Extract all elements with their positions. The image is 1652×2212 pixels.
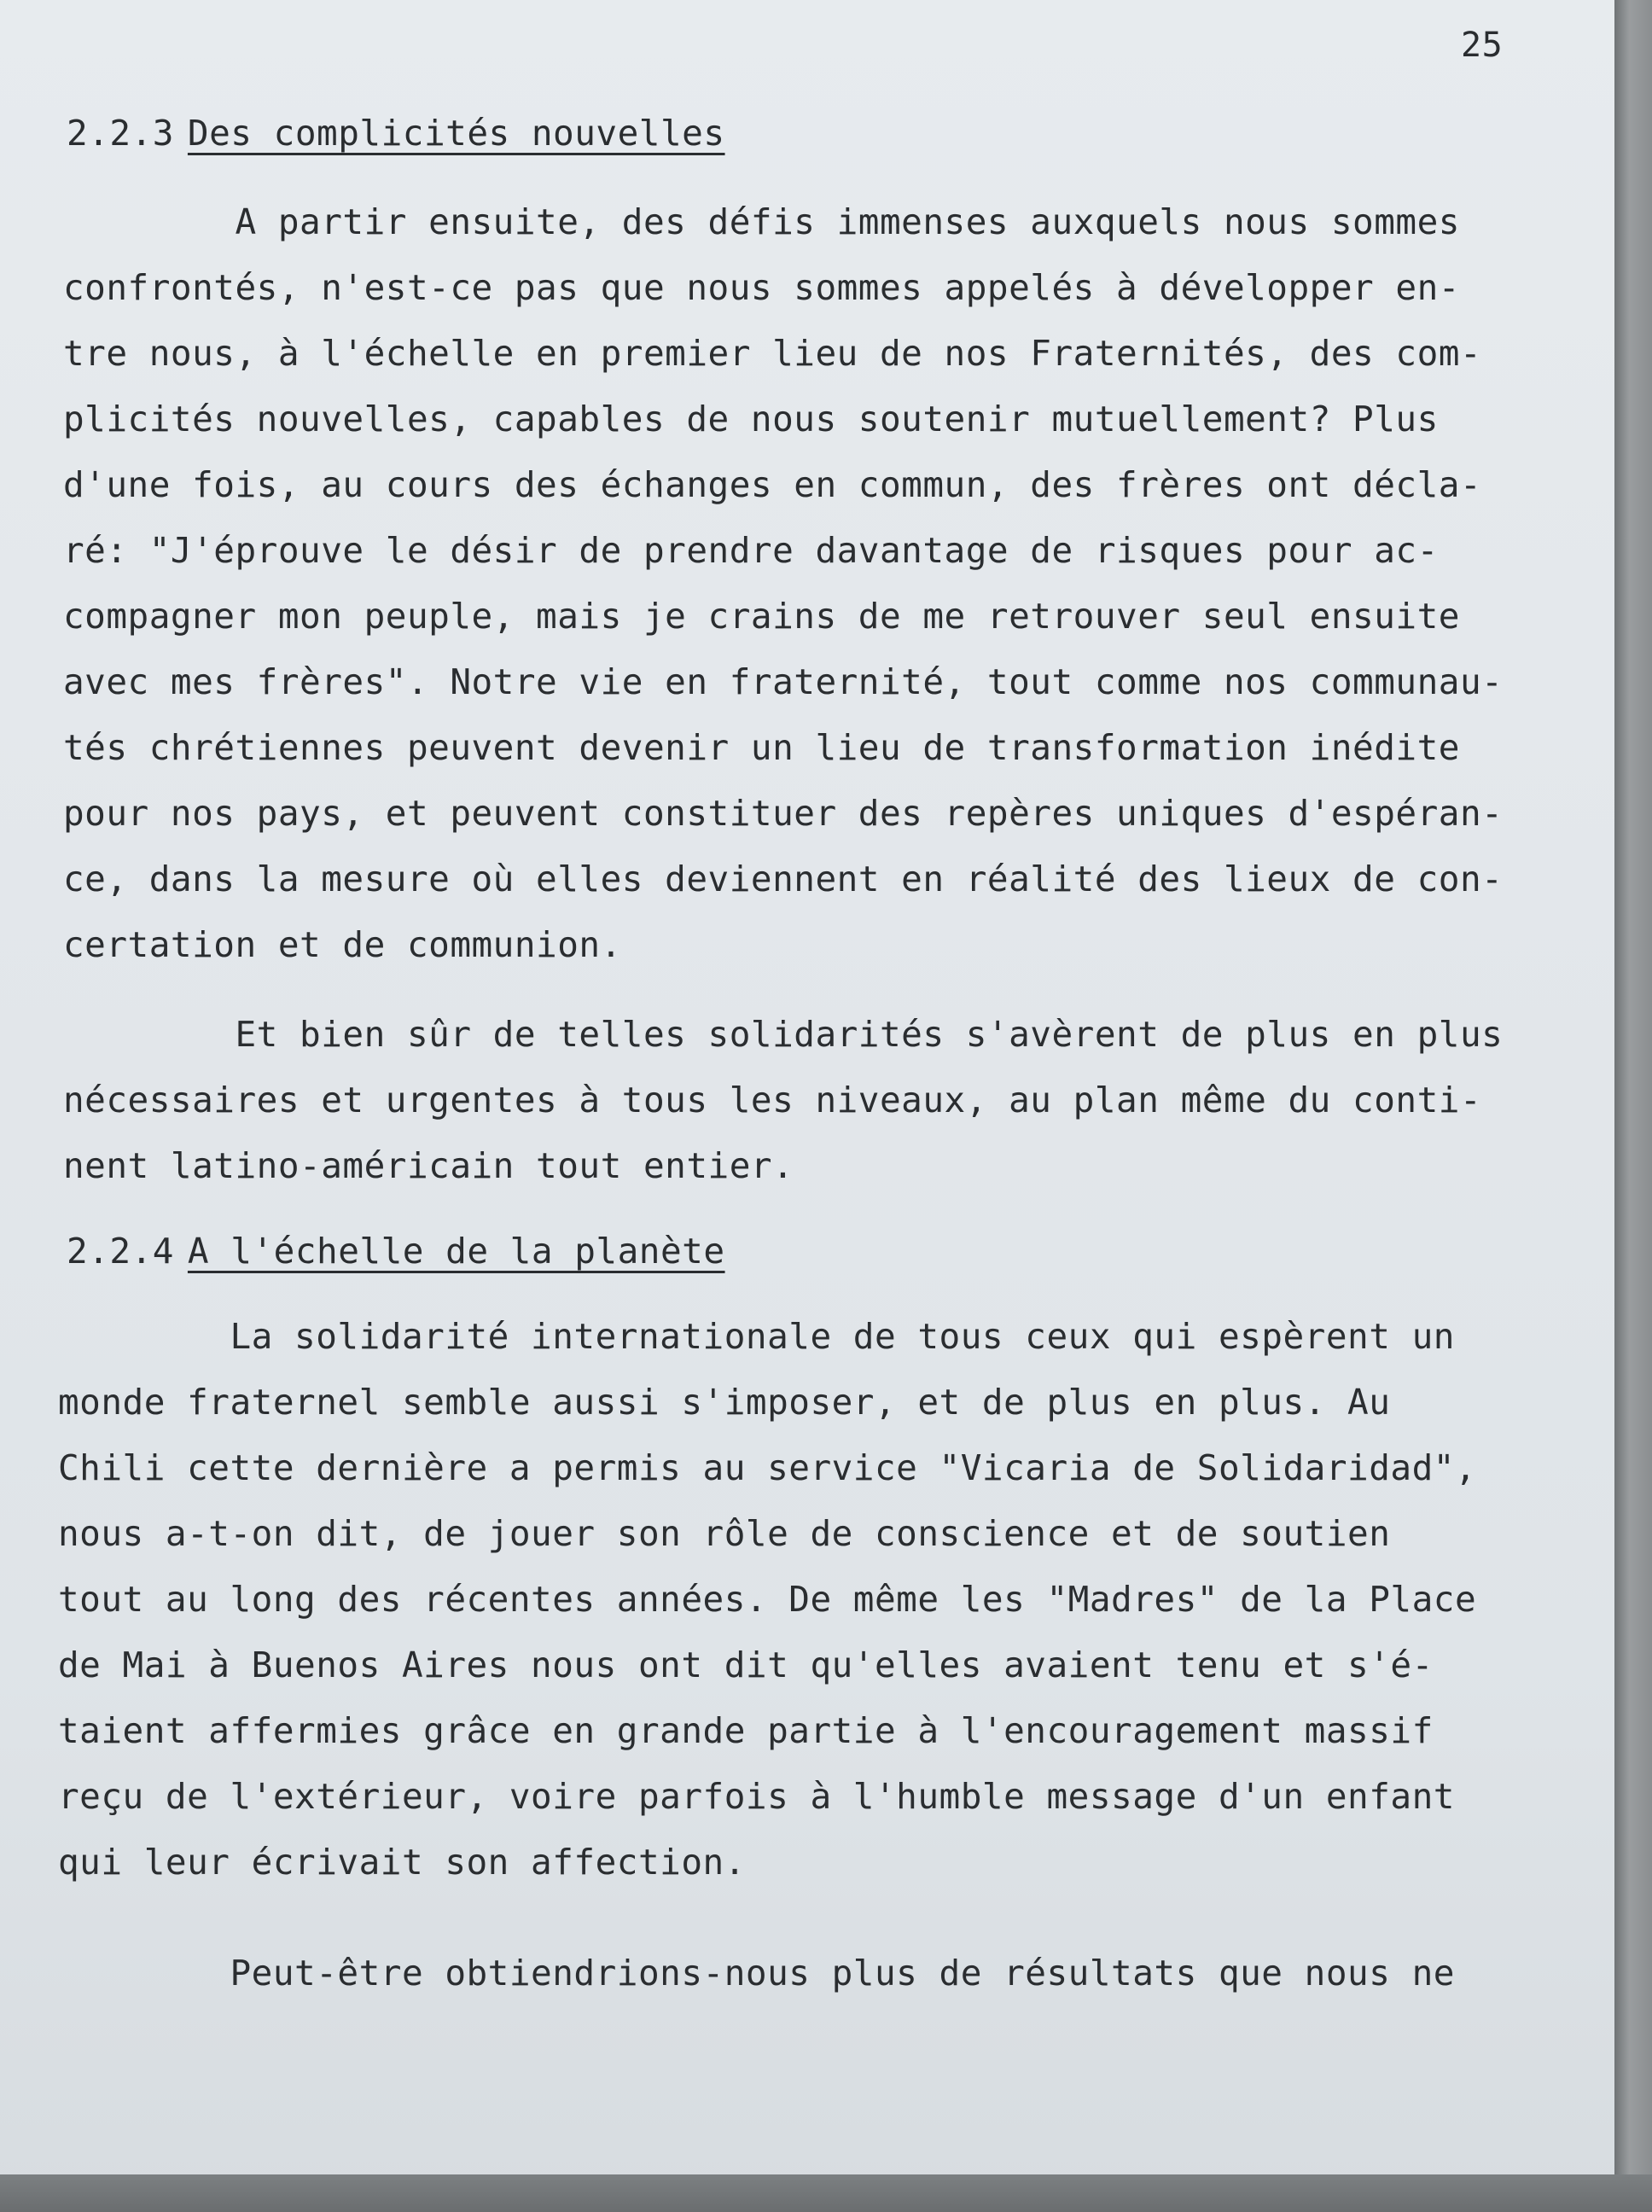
text-line: tre nous, à l'échelle en premier lieu de nos Fraternités, des com-: [63, 333, 1482, 374]
text-line: nécessaires et urgentes à tous les niveaux, au plan même du conti-: [63, 1080, 1482, 1121]
page-edge-shadow: [1614, 0, 1652, 2212]
section-number: 2.2.3: [67, 113, 174, 154]
text-line: nent latino-américain tout entier.: [63, 1145, 794, 1186]
text-line: ré: "J'éprouve le désir de prendre davantage de risques pour ac-: [63, 530, 1439, 571]
text-line: certation et de communion.: [63, 924, 622, 965]
text-line: A partir ensuite, des défis immenses auxquels nous sommes: [63, 201, 1460, 242]
text-line: compagner mon peuple, mais je crains de me retrouver seul ensuite: [63, 596, 1460, 637]
text-line: avec mes frères". Notre vie en fraternité, tout comme nos communau-: [63, 661, 1504, 702]
paragraph-resultats: [58, 1941, 1577, 2006]
text-line: nous a-t-on dit, de jouer son rôle de conscience et de soutien: [58, 1513, 1391, 1554]
text-line: d'une fois, au cours des échanges en commun, des frères ont décla-: [63, 464, 1482, 505]
text-line: pour nos pays, et peuvent constituer des repères uniques d'espéran-: [63, 793, 1504, 834]
text-line: Chili cette dernière a permis au service "Vicaria de Solidaridad",: [58, 1447, 1477, 1488]
text-line: monde fraternel semble aussi s'imposer, et de plus en plus. Au: [58, 1382, 1391, 1423]
text-line: tés chrétiennes peuvent devenir un lieu de transformation inédite: [63, 727, 1460, 768]
paragraph-planete: [58, 1304, 1577, 1895]
text-line: tout au long des récentes années. De même les "Madres" de la Place: [58, 1579, 1477, 1620]
text-line: confrontés, n'est-ce pas que nous sommes appelés à développer en-: [63, 267, 1460, 308]
section-title: Des complicités nouvelles: [187, 113, 725, 154]
page-number: 25: [1461, 26, 1504, 65]
text-line: ce, dans la mesure où elles deviennent en réalité des lieux de con-: [63, 859, 1504, 899]
section-heading-2-2-3: [67, 113, 725, 154]
text-line: de Mai à Buenos Aires nous ont dit qu'elles avaient tenu et s'é-: [58, 1644, 1434, 1685]
text-line: Et bien sûr de telles solidarités s'avèrent de plus en plus: [63, 1014, 1504, 1055]
text-line: reçu de l'extérieur, voire parfois à l'humble message d'un enfant: [58, 1776, 1455, 1817]
text-line: taient affermies grâce en grande partie à l'encouragement massif: [58, 1710, 1434, 1751]
section-number: 2.2.4: [67, 1231, 174, 1272]
text-line: qui leur écrivait son affection.: [58, 1842, 746, 1883]
text-line: plicités nouvelles, capables de nous soutenir mutuellement? Plus: [63, 399, 1439, 439]
background-surface: [0, 2174, 1652, 2212]
section-heading-2-2-4: [67, 1231, 725, 1272]
section-title: A l'échelle de la planète: [187, 1231, 725, 1272]
paragraph-solidarites: [63, 1002, 1582, 1199]
paragraph-complicites: [63, 189, 1582, 978]
text-line: Peut-être obtiendrions-nous plus de résultats que nous ne: [58, 1953, 1455, 1994]
text-line: La solidarité internationale de tous ceux qui espèrent un: [58, 1316, 1455, 1357]
